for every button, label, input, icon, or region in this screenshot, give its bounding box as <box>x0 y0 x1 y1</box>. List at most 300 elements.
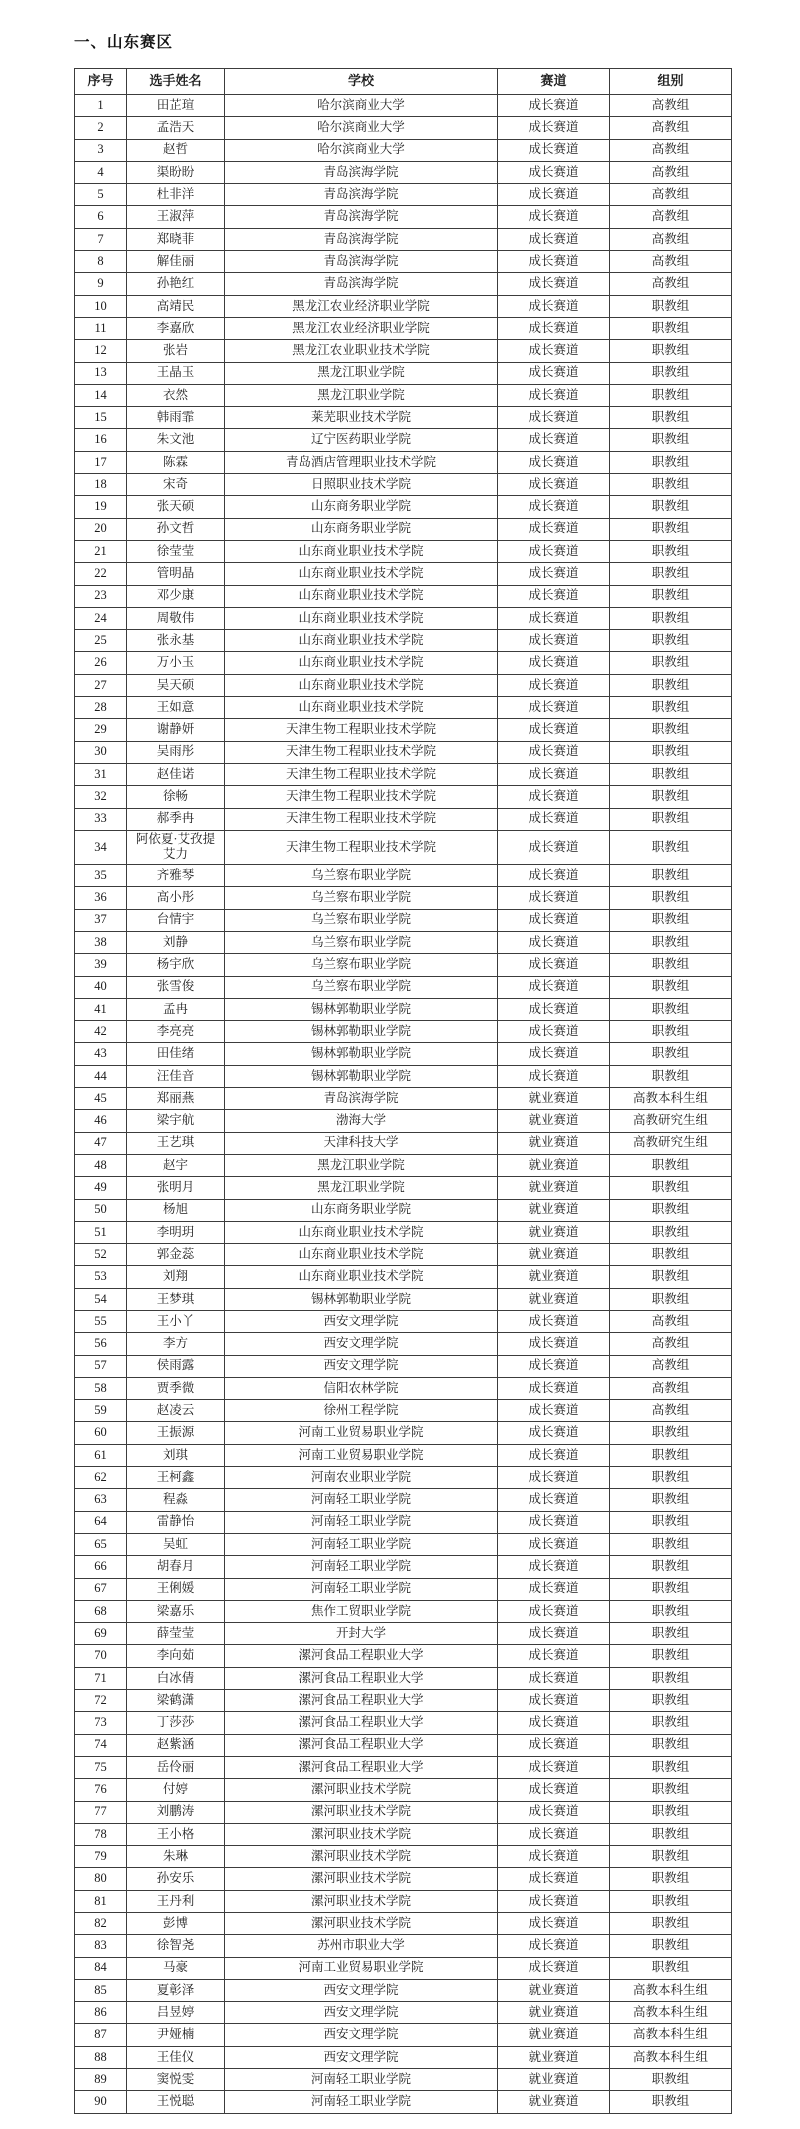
cell-track: 成长赛道 <box>498 1957 610 1979</box>
cell-group: 职教组 <box>610 1712 732 1734</box>
cell-seq: 6 <box>75 206 127 228</box>
cell-group: 职教组 <box>610 1623 732 1645</box>
cell-group: 高教组 <box>610 1400 732 1422</box>
cell-group: 职教组 <box>610 652 732 674</box>
cell-school: 山东商业职业技术学院 <box>225 630 498 652</box>
cell-school: 漯河食品工程职业大学 <box>225 1667 498 1689</box>
column-header-seq: 序号 <box>75 69 127 95</box>
cell-group: 职教组 <box>610 518 732 540</box>
table-row <box>75 2091 732 2113</box>
table-row <box>75 1801 732 1823</box>
table-row <box>75 1935 732 1957</box>
table-row <box>75 451 732 473</box>
cell-seq: 66 <box>75 1556 127 1578</box>
cell-group: 高教本科生组 <box>610 1088 732 1110</box>
cell-school: 乌兰察布职业学院 <box>225 976 498 998</box>
cell-track: 成长赛道 <box>498 652 610 674</box>
cell-seq: 24 <box>75 607 127 629</box>
cell-name: 高小彤 <box>127 887 225 909</box>
cell-name: 陈霖 <box>127 451 225 473</box>
cell-school: 乌兰察布职业学院 <box>225 865 498 887</box>
cell-track: 成长赛道 <box>498 1667 610 1689</box>
cell-group: 职教组 <box>610 1779 732 1801</box>
cell-name: 张永基 <box>127 630 225 652</box>
table-row <box>75 763 732 785</box>
cell-name: 刘琪 <box>127 1444 225 1466</box>
cell-track: 成长赛道 <box>498 540 610 562</box>
cell-track: 成长赛道 <box>498 909 610 931</box>
table-row <box>75 228 732 250</box>
cell-group: 职教组 <box>610 563 732 585</box>
table-row <box>75 1868 732 1890</box>
cell-school: 青岛滨海学院 <box>225 161 498 183</box>
cell-school: 漯河食品工程职业大学 <box>225 1690 498 1712</box>
cell-school: 日照职业技术学院 <box>225 474 498 496</box>
cell-school: 黑龙江职业学院 <box>225 384 498 406</box>
cell-name: 郑丽燕 <box>127 1088 225 1110</box>
cell-school: 黑龙江职业学院 <box>225 1177 498 1199</box>
cell-seq: 51 <box>75 1221 127 1243</box>
cell-track: 成长赛道 <box>498 1310 610 1332</box>
cell-group: 职教组 <box>610 1533 732 1555</box>
cell-name: 赵哲 <box>127 139 225 161</box>
table-row <box>75 139 732 161</box>
cell-seq: 64 <box>75 1511 127 1533</box>
cell-track: 成长赛道 <box>498 1422 610 1444</box>
cell-seq: 38 <box>75 931 127 953</box>
cell-group: 高教组 <box>610 161 732 183</box>
cell-group: 职教组 <box>610 630 732 652</box>
table-row <box>75 1333 732 1355</box>
cell-name: 梁宇航 <box>127 1110 225 1132</box>
cell-name: 梁嘉乐 <box>127 1600 225 1622</box>
section-title: 一、山东赛区 <box>74 34 174 51</box>
cell-track: 成长赛道 <box>498 117 610 139</box>
cell-track: 成长赛道 <box>498 786 610 808</box>
cell-track: 成长赛道 <box>498 1913 610 1935</box>
table-row <box>75 1667 732 1689</box>
cell-group: 高教组 <box>610 1333 732 1355</box>
cell-name: 张天硕 <box>127 496 225 518</box>
column-header-name: 选手姓名 <box>127 69 225 95</box>
cell-school: 河南轻工职业学院 <box>225 1533 498 1555</box>
cell-group: 高教组 <box>610 1377 732 1399</box>
table-row <box>75 251 732 273</box>
table-row <box>75 1779 732 1801</box>
cell-seq: 89 <box>75 2069 127 2091</box>
table-row <box>75 931 732 953</box>
cell-seq: 62 <box>75 1467 127 1489</box>
cell-group: 职教组 <box>610 2069 732 2091</box>
table-row <box>75 1533 732 1555</box>
cell-group: 职教组 <box>610 1199 732 1221</box>
cell-track: 成长赛道 <box>498 340 610 362</box>
table-row <box>75 518 732 540</box>
cell-track: 成长赛道 <box>498 808 610 830</box>
cell-name: 邓少康 <box>127 585 225 607</box>
table-row <box>75 1444 732 1466</box>
cell-school: 漯河职业技术学院 <box>225 1801 498 1823</box>
cell-seq: 36 <box>75 887 127 909</box>
cell-school: 漯河食品工程职业大学 <box>225 1712 498 1734</box>
cell-track: 成长赛道 <box>498 1400 610 1422</box>
table-row <box>75 1846 732 1868</box>
cell-track: 成长赛道 <box>498 998 610 1020</box>
table-row <box>75 1712 732 1734</box>
cell-name: 杜非洋 <box>127 184 225 206</box>
table-row <box>75 1645 732 1667</box>
cell-track: 成长赛道 <box>498 887 610 909</box>
cell-track: 就业赛道 <box>498 2024 610 2046</box>
cell-seq: 79 <box>75 1846 127 1868</box>
cell-name: 吕昱婷 <box>127 2002 225 2024</box>
table-row <box>75 786 732 808</box>
cell-track: 成长赛道 <box>498 429 610 451</box>
cell-school: 锡林郭勒职业学院 <box>225 1021 498 1043</box>
cell-seq: 27 <box>75 674 127 696</box>
cell-school: 西安文理学院 <box>225 1310 498 1332</box>
cell-track: 成长赛道 <box>498 295 610 317</box>
cell-name: 窦悦雯 <box>127 2069 225 2091</box>
cell-seq: 33 <box>75 808 127 830</box>
cell-school: 锡林郭勒职业学院 <box>225 1065 498 1087</box>
cell-school: 山东商业职业技术学院 <box>225 585 498 607</box>
cell-track: 成长赛道 <box>498 630 610 652</box>
cell-school: 河南轻工职业学院 <box>225 2069 498 2091</box>
cell-name: 刘鹏涛 <box>127 1801 225 1823</box>
cell-track: 成长赛道 <box>498 563 610 585</box>
cell-track: 就业赛道 <box>498 1244 610 1266</box>
cell-school: 河南轻工职业学院 <box>225 1556 498 1578</box>
cell-seq: 18 <box>75 474 127 496</box>
cell-group: 高教组 <box>610 206 732 228</box>
table-header-row <box>75 69 732 95</box>
cell-group: 职教组 <box>610 1957 732 1979</box>
cell-school: 河南工业贸易职业学院 <box>225 1422 498 1444</box>
cell-group: 职教组 <box>610 1690 732 1712</box>
cell-name: 梁鹤潇 <box>127 1690 225 1712</box>
cell-track: 就业赛道 <box>498 1266 610 1288</box>
table-row <box>75 407 732 429</box>
cell-school: 河南工业贸易职业学院 <box>225 1444 498 1466</box>
column-header-track: 赛道 <box>498 69 610 95</box>
cell-name: 孙艳红 <box>127 273 225 295</box>
table-row <box>75 585 732 607</box>
table-row <box>75 1489 732 1511</box>
table-row <box>75 1756 732 1778</box>
cell-track: 就业赛道 <box>498 2069 610 2091</box>
cell-group: 高教本科生组 <box>610 2046 732 2068</box>
cell-school: 焦作工贸职业学院 <box>225 1600 498 1622</box>
cell-seq: 37 <box>75 909 127 931</box>
cell-school: 莱芜职业技术学院 <box>225 407 498 429</box>
cell-track: 成长赛道 <box>498 741 610 763</box>
cell-group: 职教组 <box>610 384 732 406</box>
cell-track: 成长赛道 <box>498 1623 610 1645</box>
cell-seq: 80 <box>75 1868 127 1890</box>
table-row <box>75 540 732 562</box>
cell-group: 职教组 <box>610 407 732 429</box>
cell-name: 王俐媛 <box>127 1578 225 1600</box>
cell-seq: 84 <box>75 1957 127 1979</box>
cell-school: 山东商业职业技术学院 <box>225 674 498 696</box>
cell-name: 朱文池 <box>127 429 225 451</box>
cell-name: 王如意 <box>127 697 225 719</box>
cell-group: 职教组 <box>610 362 732 384</box>
cell-track: 就业赛道 <box>498 1110 610 1132</box>
cell-school: 青岛滨海学院 <box>225 228 498 250</box>
table-row <box>75 474 732 496</box>
table-row <box>75 1957 732 1979</box>
cell-name: 管明晶 <box>127 563 225 585</box>
cell-school: 西安文理学院 <box>225 1979 498 2001</box>
cell-group: 职教组 <box>610 931 732 953</box>
cell-seq: 59 <box>75 1400 127 1422</box>
cell-track: 成长赛道 <box>498 1756 610 1778</box>
cell-school: 青岛滨海学院 <box>225 1088 498 1110</box>
cell-group: 职教组 <box>610 1021 732 1043</box>
cell-track: 成长赛道 <box>498 697 610 719</box>
cell-name: 杨旭 <box>127 1199 225 1221</box>
table-row <box>75 1043 732 1065</box>
cell-track: 成长赛道 <box>498 976 610 998</box>
cell-name: 孙安乐 <box>127 1868 225 1890</box>
cell-seq: 46 <box>75 1110 127 1132</box>
cell-name: 王小丫 <box>127 1310 225 1332</box>
cell-track: 成长赛道 <box>498 1600 610 1622</box>
cell-track: 成长赛道 <box>498 1556 610 1578</box>
cell-track: 就业赛道 <box>498 1221 610 1243</box>
table-row <box>75 998 732 1020</box>
cell-name: 宋奇 <box>127 474 225 496</box>
cell-group: 职教组 <box>610 540 732 562</box>
cell-seq: 54 <box>75 1288 127 1310</box>
cell-school: 黑龙江职业学院 <box>225 1154 498 1176</box>
cell-seq: 3 <box>75 139 127 161</box>
cell-school: 河南轻工职业学院 <box>225 1578 498 1600</box>
cell-track: 成长赛道 <box>498 1355 610 1377</box>
cell-track: 就业赛道 <box>498 1288 610 1310</box>
table-row <box>75 1623 732 1645</box>
table-row <box>75 1244 732 1266</box>
cell-group: 职教组 <box>610 1177 732 1199</box>
cell-group: 职教组 <box>610 1756 732 1778</box>
cell-track: 成长赛道 <box>498 518 610 540</box>
cell-track: 成长赛道 <box>498 317 610 339</box>
cell-name: 王艺琪 <box>127 1132 225 1154</box>
cell-group: 高教组 <box>610 184 732 206</box>
table-row <box>75 1890 732 1912</box>
table-row <box>75 1979 732 2001</box>
cell-seq: 60 <box>75 1422 127 1444</box>
cell-track: 成长赛道 <box>498 1734 610 1756</box>
table-row <box>75 206 732 228</box>
cell-seq: 88 <box>75 2046 127 2068</box>
cell-group: 职教组 <box>610 585 732 607</box>
cell-name: 夏彰泽 <box>127 1979 225 2001</box>
table-row <box>75 1823 732 1845</box>
table-row <box>75 2002 732 2024</box>
cell-group: 职教组 <box>610 1578 732 1600</box>
cell-school: 黑龙江职业学院 <box>225 362 498 384</box>
cell-seq: 44 <box>75 1065 127 1087</box>
cell-school: 山东商业职业技术学院 <box>225 697 498 719</box>
table-row <box>75 1355 732 1377</box>
table-row <box>75 674 732 696</box>
cell-name: 徐智尧 <box>127 1935 225 1957</box>
cell-school: 天津生物工程职业技术学院 <box>225 741 498 763</box>
cell-seq: 72 <box>75 1690 127 1712</box>
cell-track: 成长赛道 <box>498 1801 610 1823</box>
cell-seq: 87 <box>75 2024 127 2046</box>
cell-seq: 14 <box>75 384 127 406</box>
cell-name: 孟浩天 <box>127 117 225 139</box>
table-row <box>75 830 732 864</box>
cell-school: 黑龙江农业经济职业学院 <box>225 295 498 317</box>
table-row <box>75 184 732 206</box>
cell-track: 成长赛道 <box>498 206 610 228</box>
cell-group: 高教组 <box>610 251 732 273</box>
cell-name: 赵凌云 <box>127 1400 225 1422</box>
table-row <box>75 1088 732 1110</box>
cell-group: 职教组 <box>610 1422 732 1444</box>
cell-track: 成长赛道 <box>498 1489 610 1511</box>
cell-name: 解佳丽 <box>127 251 225 273</box>
table-row <box>75 697 732 719</box>
cell-name: 王振源 <box>127 1422 225 1444</box>
cell-track: 成长赛道 <box>498 407 610 429</box>
cell-track: 成长赛道 <box>498 1021 610 1043</box>
cell-name: 衣然 <box>127 384 225 406</box>
table-row <box>75 1199 732 1221</box>
cell-track: 成长赛道 <box>498 1043 610 1065</box>
cell-track: 成长赛道 <box>498 384 610 406</box>
cell-group: 职教组 <box>610 1734 732 1756</box>
cell-group: 高教组 <box>610 1310 732 1332</box>
cell-seq: 63 <box>75 1489 127 1511</box>
cell-group: 职教组 <box>610 1467 732 1489</box>
cell-name: 贾季微 <box>127 1377 225 1399</box>
cell-track: 成长赛道 <box>498 1533 610 1555</box>
cell-track: 成长赛道 <box>498 1645 610 1667</box>
cell-name: 付婷 <box>127 1779 225 1801</box>
cell-track: 成长赛道 <box>498 362 610 384</box>
cell-school: 青岛酒店管理职业技术学院 <box>225 451 498 473</box>
cell-group: 职教组 <box>610 1801 732 1823</box>
cell-school: 漯河职业技术学院 <box>225 1913 498 1935</box>
cell-seq: 30 <box>75 741 127 763</box>
cell-group: 高教研究生组 <box>610 1110 732 1132</box>
cell-school: 漯河职业技术学院 <box>225 1868 498 1890</box>
cell-seq: 42 <box>75 1021 127 1043</box>
cell-seq: 10 <box>75 295 127 317</box>
cell-seq: 34 <box>75 830 127 864</box>
cell-school: 天津生物工程职业技术学院 <box>225 763 498 785</box>
cell-seq: 45 <box>75 1088 127 1110</box>
cell-seq: 17 <box>75 451 127 473</box>
cell-track: 成长赛道 <box>498 830 610 864</box>
cell-group: 职教组 <box>610 1444 732 1466</box>
cell-track: 成长赛道 <box>498 674 610 696</box>
cell-group: 职教组 <box>610 474 732 496</box>
table-row <box>75 117 732 139</box>
table-row <box>75 1578 732 1600</box>
cell-school: 漯河食品工程职业大学 <box>225 1645 498 1667</box>
cell-seq: 11 <box>75 317 127 339</box>
cell-seq: 67 <box>75 1578 127 1600</box>
cell-group: 高教组 <box>610 95 732 117</box>
cell-seq: 40 <box>75 976 127 998</box>
cell-school: 河南农业职业学院 <box>225 1467 498 1489</box>
cell-track: 成长赛道 <box>498 496 610 518</box>
cell-group: 职教组 <box>610 1065 732 1087</box>
cell-seq: 26 <box>75 652 127 674</box>
cell-name: 郑晓菲 <box>127 228 225 250</box>
table-row <box>75 1600 732 1622</box>
cell-name: 杨宇欣 <box>127 954 225 976</box>
cell-school: 哈尔滨商业大学 <box>225 117 498 139</box>
cell-seq: 31 <box>75 763 127 785</box>
table-row <box>75 2024 732 2046</box>
cell-seq: 90 <box>75 2091 127 2113</box>
cell-seq: 61 <box>75 1444 127 1466</box>
cell-seq: 53 <box>75 1266 127 1288</box>
table-row <box>75 1734 732 1756</box>
cell-track: 成长赛道 <box>498 931 610 953</box>
cell-seq: 73 <box>75 1712 127 1734</box>
cell-track: 成长赛道 <box>498 1823 610 1845</box>
cell-name: 徐莹莹 <box>127 540 225 562</box>
cell-name: 孙文哲 <box>127 518 225 540</box>
cell-name: 汪佳音 <box>127 1065 225 1087</box>
cell-school: 山东商业职业技术学院 <box>225 1244 498 1266</box>
cell-group: 高教本科生组 <box>610 2002 732 2024</box>
cell-track: 成长赛道 <box>498 139 610 161</box>
table-row <box>75 976 732 998</box>
cell-school: 渤海大学 <box>225 1110 498 1132</box>
cell-name: 胡春月 <box>127 1556 225 1578</box>
cell-group: 职教组 <box>610 697 732 719</box>
cell-seq: 85 <box>75 1979 127 2001</box>
table-row <box>75 1266 732 1288</box>
cell-group: 职教组 <box>610 909 732 931</box>
table-row <box>75 865 732 887</box>
cell-name: 台情宇 <box>127 909 225 931</box>
cell-school: 青岛滨海学院 <box>225 206 498 228</box>
cell-track: 成长赛道 <box>498 451 610 473</box>
cell-name: 李方 <box>127 1333 225 1355</box>
table-row <box>75 273 732 295</box>
table-row <box>75 496 732 518</box>
cell-name: 王丹利 <box>127 1890 225 1912</box>
cell-name: 田芷瑄 <box>127 95 225 117</box>
cell-school: 乌兰察布职业学院 <box>225 909 498 931</box>
cell-track: 成长赛道 <box>498 1690 610 1712</box>
cell-name: 张雪俊 <box>127 976 225 998</box>
cell-seq: 83 <box>75 1935 127 1957</box>
cell-school: 天津生物工程职业技术学院 <box>225 830 498 864</box>
cell-school: 信阳农林学院 <box>225 1377 498 1399</box>
cell-school: 漯河食品工程职业大学 <box>225 1756 498 1778</box>
cell-name: 刘静 <box>127 931 225 953</box>
cell-group: 职教组 <box>610 741 732 763</box>
cell-name: 彭博 <box>127 1913 225 1935</box>
cell-school: 锡林郭勒职业学院 <box>225 998 498 1020</box>
cell-group: 职教组 <box>610 719 732 741</box>
cell-seq: 41 <box>75 998 127 1020</box>
cell-group: 职教组 <box>610 1667 732 1689</box>
cell-track: 成长赛道 <box>498 1779 610 1801</box>
